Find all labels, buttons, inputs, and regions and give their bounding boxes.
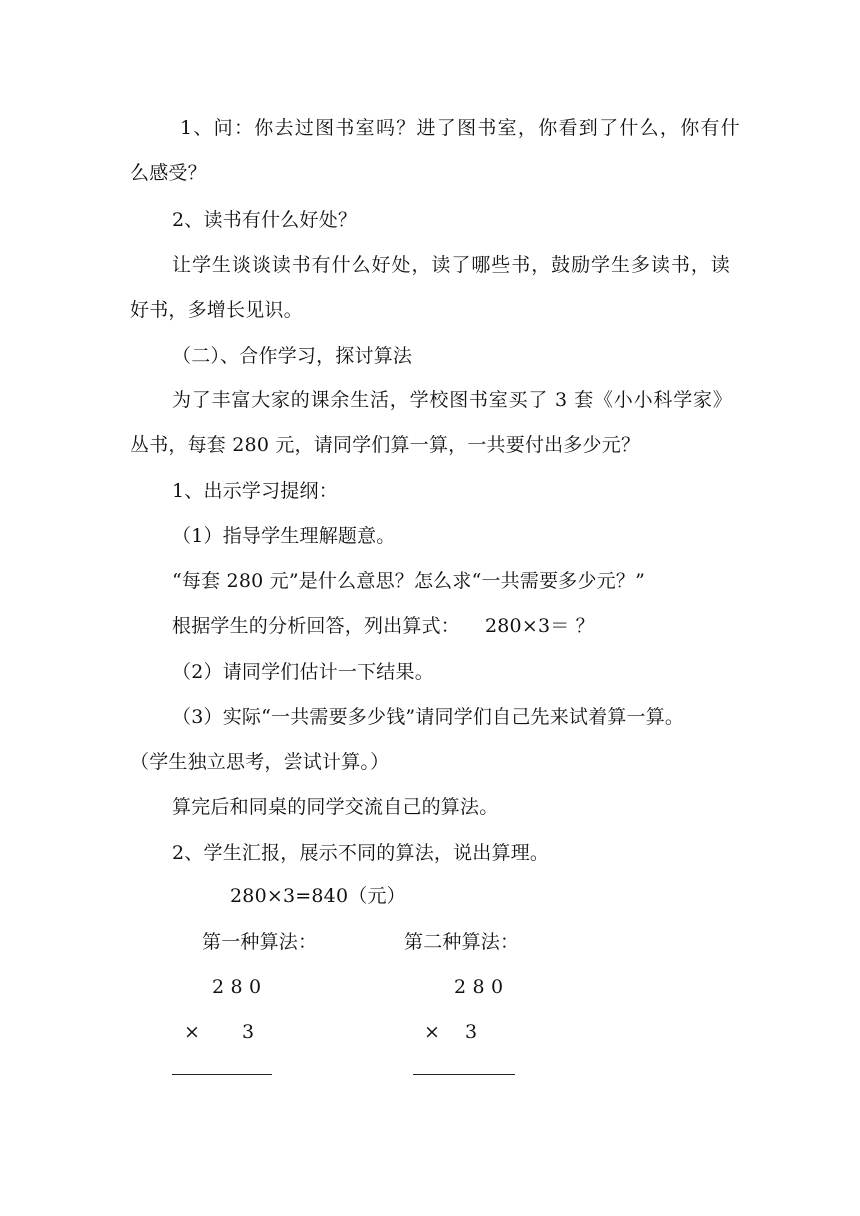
step-outline: 1、出示学习提纲： (172, 480, 338, 502)
paragraph-question-line2: 么感受？ (130, 162, 207, 184)
method1-multiply-sign: × (184, 1021, 201, 1043)
sub-step-actual-line1: （3）实际“一共需要多少钱”请同学们自己先来试着算一算。 (172, 706, 685, 728)
paragraph-problem-line1: 为了丰富大家的课余生活，学校图书室买了 3 套《小小科学家》 (172, 389, 732, 411)
step-report: 2、学生汇报，展示不同的算法，说出算理。 (172, 842, 550, 864)
sub-step-understand: （1）指导学生理解题意。 (172, 525, 396, 547)
method2-multiplicand: 2 8 0 (454, 976, 504, 998)
paragraph-question-line1: 1、问：你去过图书室吗？进了图书室，你看到了什么，你有什 (180, 117, 740, 139)
quote-question: “每套 280 元”是什么意思？怎么求“一共需要多少元？” (172, 570, 645, 592)
method2-multiply-sign: × (424, 1021, 441, 1043)
method1-underline (172, 1074, 272, 1075)
method1-label: 第一种算法： (202, 931, 318, 953)
paragraph-exchange: 算完后和同桌的同学交流自己的算法。 (172, 796, 499, 818)
method2-multiplier: 3 (465, 1021, 478, 1043)
method1-multiplier: 3 (242, 1021, 255, 1043)
method2-underline (413, 1074, 515, 1075)
sub-step-actual-line2: （学生独立思考，尝试计算。） (130, 751, 390, 773)
paragraph-discussion-line1: 让学生谈谈读书有什么好处，读了哪些书，鼓励学生多读书，读 (172, 254, 730, 276)
paragraph-reading-benefits: 2、读书有什么好处？ (172, 209, 358, 231)
paragraph-discussion-line2: 好书，多增长见识。 (130, 299, 303, 321)
method2-label: 第二种算法： (404, 931, 520, 953)
section-heading: （二）、合作学习，探讨算法 (172, 345, 413, 367)
sub-step-estimate: （2）请同学们估计一下结果。 (172, 661, 434, 683)
formula-line: 根据学生的分析回答，列出算式： 280×3＝ ？ (172, 615, 595, 637)
paragraph-problem-line2: 丛书，每套 280 元，请同学们算一算，一共要付出多少元？ (130, 434, 641, 456)
method1-multiplicand: 2 8 0 (212, 976, 262, 998)
result-equation: 280×3=840（元） (230, 885, 406, 907)
